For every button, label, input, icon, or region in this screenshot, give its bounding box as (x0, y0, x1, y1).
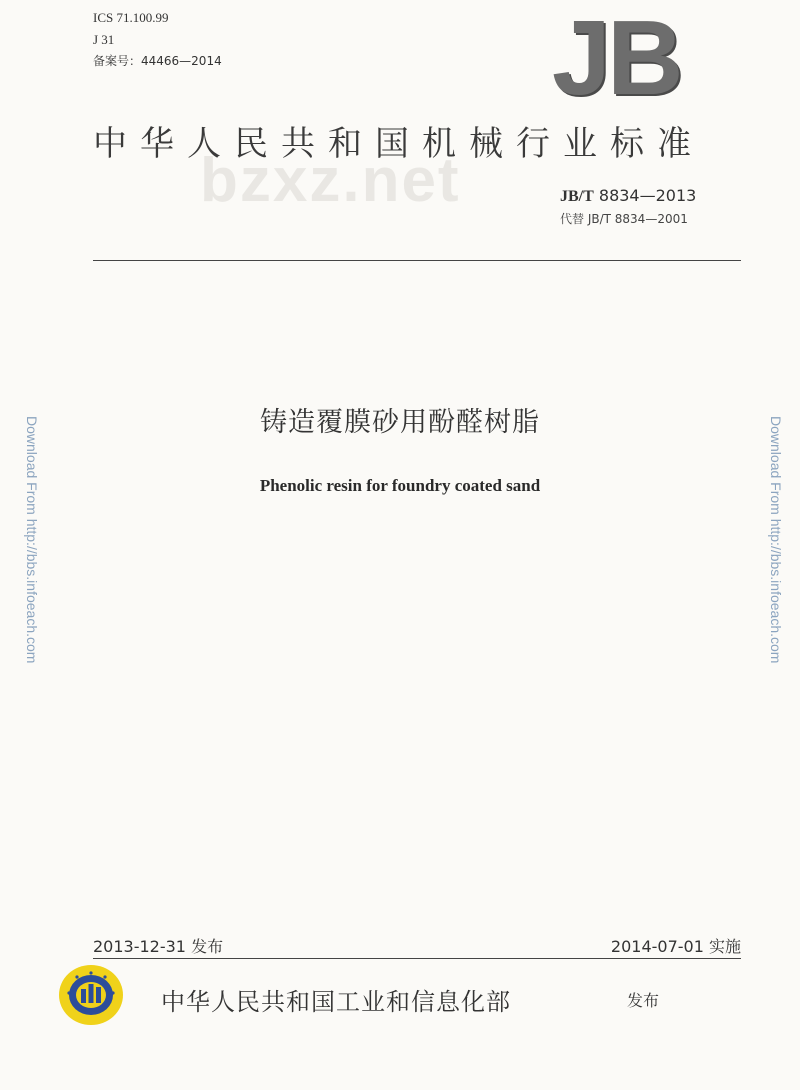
ministry-seal-icon (57, 963, 125, 1027)
publisher-name: 中华人民共和国工业和信息化部 (161, 988, 511, 1016)
document-title-en: Phenolic resin for foundry coated sand (259, 476, 541, 495)
implementation-date: 2014-07-01 实施 (610, 937, 741, 956)
ics-code: ICS 71.100.99 (93, 10, 169, 25)
standard-number (560, 186, 696, 206)
issue-date: 2013-12-31 发布 (93, 937, 224, 956)
side-download-text-left: Download From http://bbs.infoeach.com (24, 416, 40, 664)
standard-number-value: 8834—2013 (593, 186, 697, 205)
jb-logo: JB (552, 0, 680, 117)
document-title-zh: 铸造覆膜砂用酚醛树脂 (260, 407, 540, 438)
standard-title: 中华人民共和国机械行业标准 (93, 124, 704, 164)
side-download-text-right: Download From http://bbs.infoeach.com (768, 416, 784, 664)
publisher-verb: 发布 (627, 991, 660, 1010)
record-number: 备案号：44466—2014 (93, 54, 222, 68)
classification-code: J 31 (93, 32, 115, 47)
header-divider (93, 260, 741, 261)
replaces-standard: 代替 JB/T 8834—2001 (560, 212, 688, 226)
footer-divider (93, 958, 741, 959)
watermark: bzxz.net (200, 146, 461, 215)
standard-number-prefix: JB/T (560, 188, 594, 205)
